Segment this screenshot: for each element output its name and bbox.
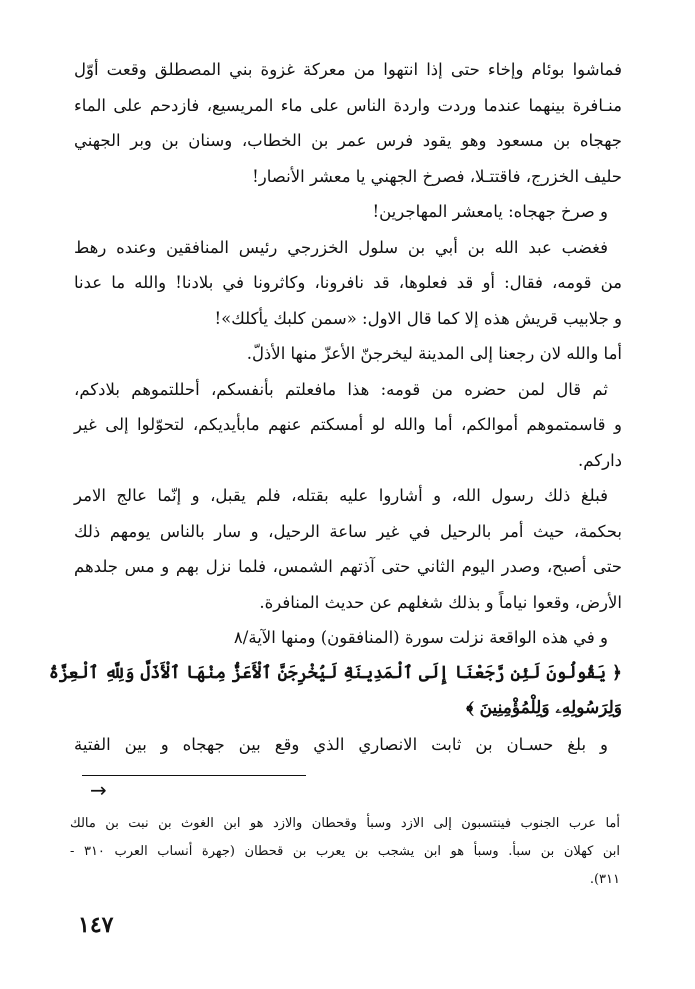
text-line: الأرض، وقعوا نياماً و بذلك شغلهم عن حديث المنافرة. — [259, 592, 622, 612]
text-line: داركم. — [578, 450, 622, 470]
text-line: حتى أصبح، وصدر اليوم الثاني حتى آذتهم الشمس، فلما نزل بهم و مس جلدهم — [74, 557, 622, 576]
footnote — [70, 810, 620, 894]
footnote-line: ٣١١). — [589, 872, 620, 887]
page-number: ١٤٧ — [78, 912, 114, 938]
text-line: و في هذه الواقعة نزلت سورة (المنافقون) ومنها الآية/٨ — [233, 628, 608, 647]
text-line: فغضب عبد الله بن أبي بن سلول الخزرجي رئيس المنافقين وعنده رهط — [74, 237, 608, 257]
text-line: و بلغ حسـان بن ثابت الانصاري الذي وقع بين جهجاه و بين الفتية — [74, 734, 608, 754]
footnote-line: أما عرب الجنوب فينتسبون إلى الازد وسبأ وقحطان والازد هو ابن الغوث بن نبت بن مالك — [70, 816, 620, 831]
text-line: فبلغ ذلك رسول الله، و أشاروا عليه بقتله، فلم يقبل، و إنّما عالج الامر — [74, 486, 608, 505]
footnote-separator — [82, 775, 306, 776]
text-line: و قاسمتموهم أموالكم، أما والله لو أمسكتم عنهم مابأيديكم، لتحوّلوا إلى غير — [74, 415, 622, 434]
text-line: حليف الخزرج، فاقتتـلا، فصرخ الجهني يا معشر الأنصار! — [252, 166, 622, 186]
continuation-arrow-icon: → — [90, 778, 107, 802]
text-line: فماشوا بوئام وإخاء حتى إذا انتهوا من معركة غزوة بني المصطلق وقعت أوّل — [74, 60, 622, 79]
text-line: من قومه، فقال: أو قد فعلوها، قد نافرونا، وكاثرونا في بلادنا! والله ما عدنا — [74, 273, 622, 292]
text-line: جهجاه بن مسعود وهو يقود فرس عمر بن الخطاب، وسنان بن وبر الجهني — [74, 131, 622, 150]
body-text — [48, 52, 622, 762]
quran-verse-line: ﴿ يَقُولُونَ لَئِن رَّجَعْنَا إِلَى ٱلْمَدِينَةِ لَيُخْرِجَنَّ ٱلْأَعَزُّ مِنْهَا ٱلْأَذَلَّ وَلِلَّهِ ٱلْعِزَّةُ — [48, 662, 622, 683]
text-line: بحكمة، حيث أمر بالرحيل في غير ساعة الرحيل، و سار بالناس يومهم ذلك — [74, 521, 622, 541]
quran-verse-line: وَلِرَسُولِهِۦ وَلِلْمُؤْمِنِينَ ﴾ — [466, 698, 622, 718]
text-line: ثم قال لمن حضره من قومه: هذا مافعلتم بأنفسكم، أحللتموهم بلادكم، — [74, 379, 608, 399]
text-line: منـافرة بينهما عندما وردت واردة الناس على ماء المريسيع، فازدحم على الماء — [74, 95, 622, 115]
text-line: و جلابيب قريش هذه إلا كما قال الاول: «سمن كلبك يأكلك»! — [214, 308, 622, 328]
footnote-line: ابن كهلان بن سبأ. وسبأ هو ابن يشجب بن يعرب بن قحطان (جهرة أنساب العرب ٣١٠ - — [70, 844, 620, 859]
text-line: و صرخ جهجاه: يامعشر المهاجرين! — [372, 202, 608, 221]
text-line: أما والله لان رجعنا إلى المدينة ليخرجنّ الأعزّ منها الأذلّ. — [246, 344, 622, 363]
